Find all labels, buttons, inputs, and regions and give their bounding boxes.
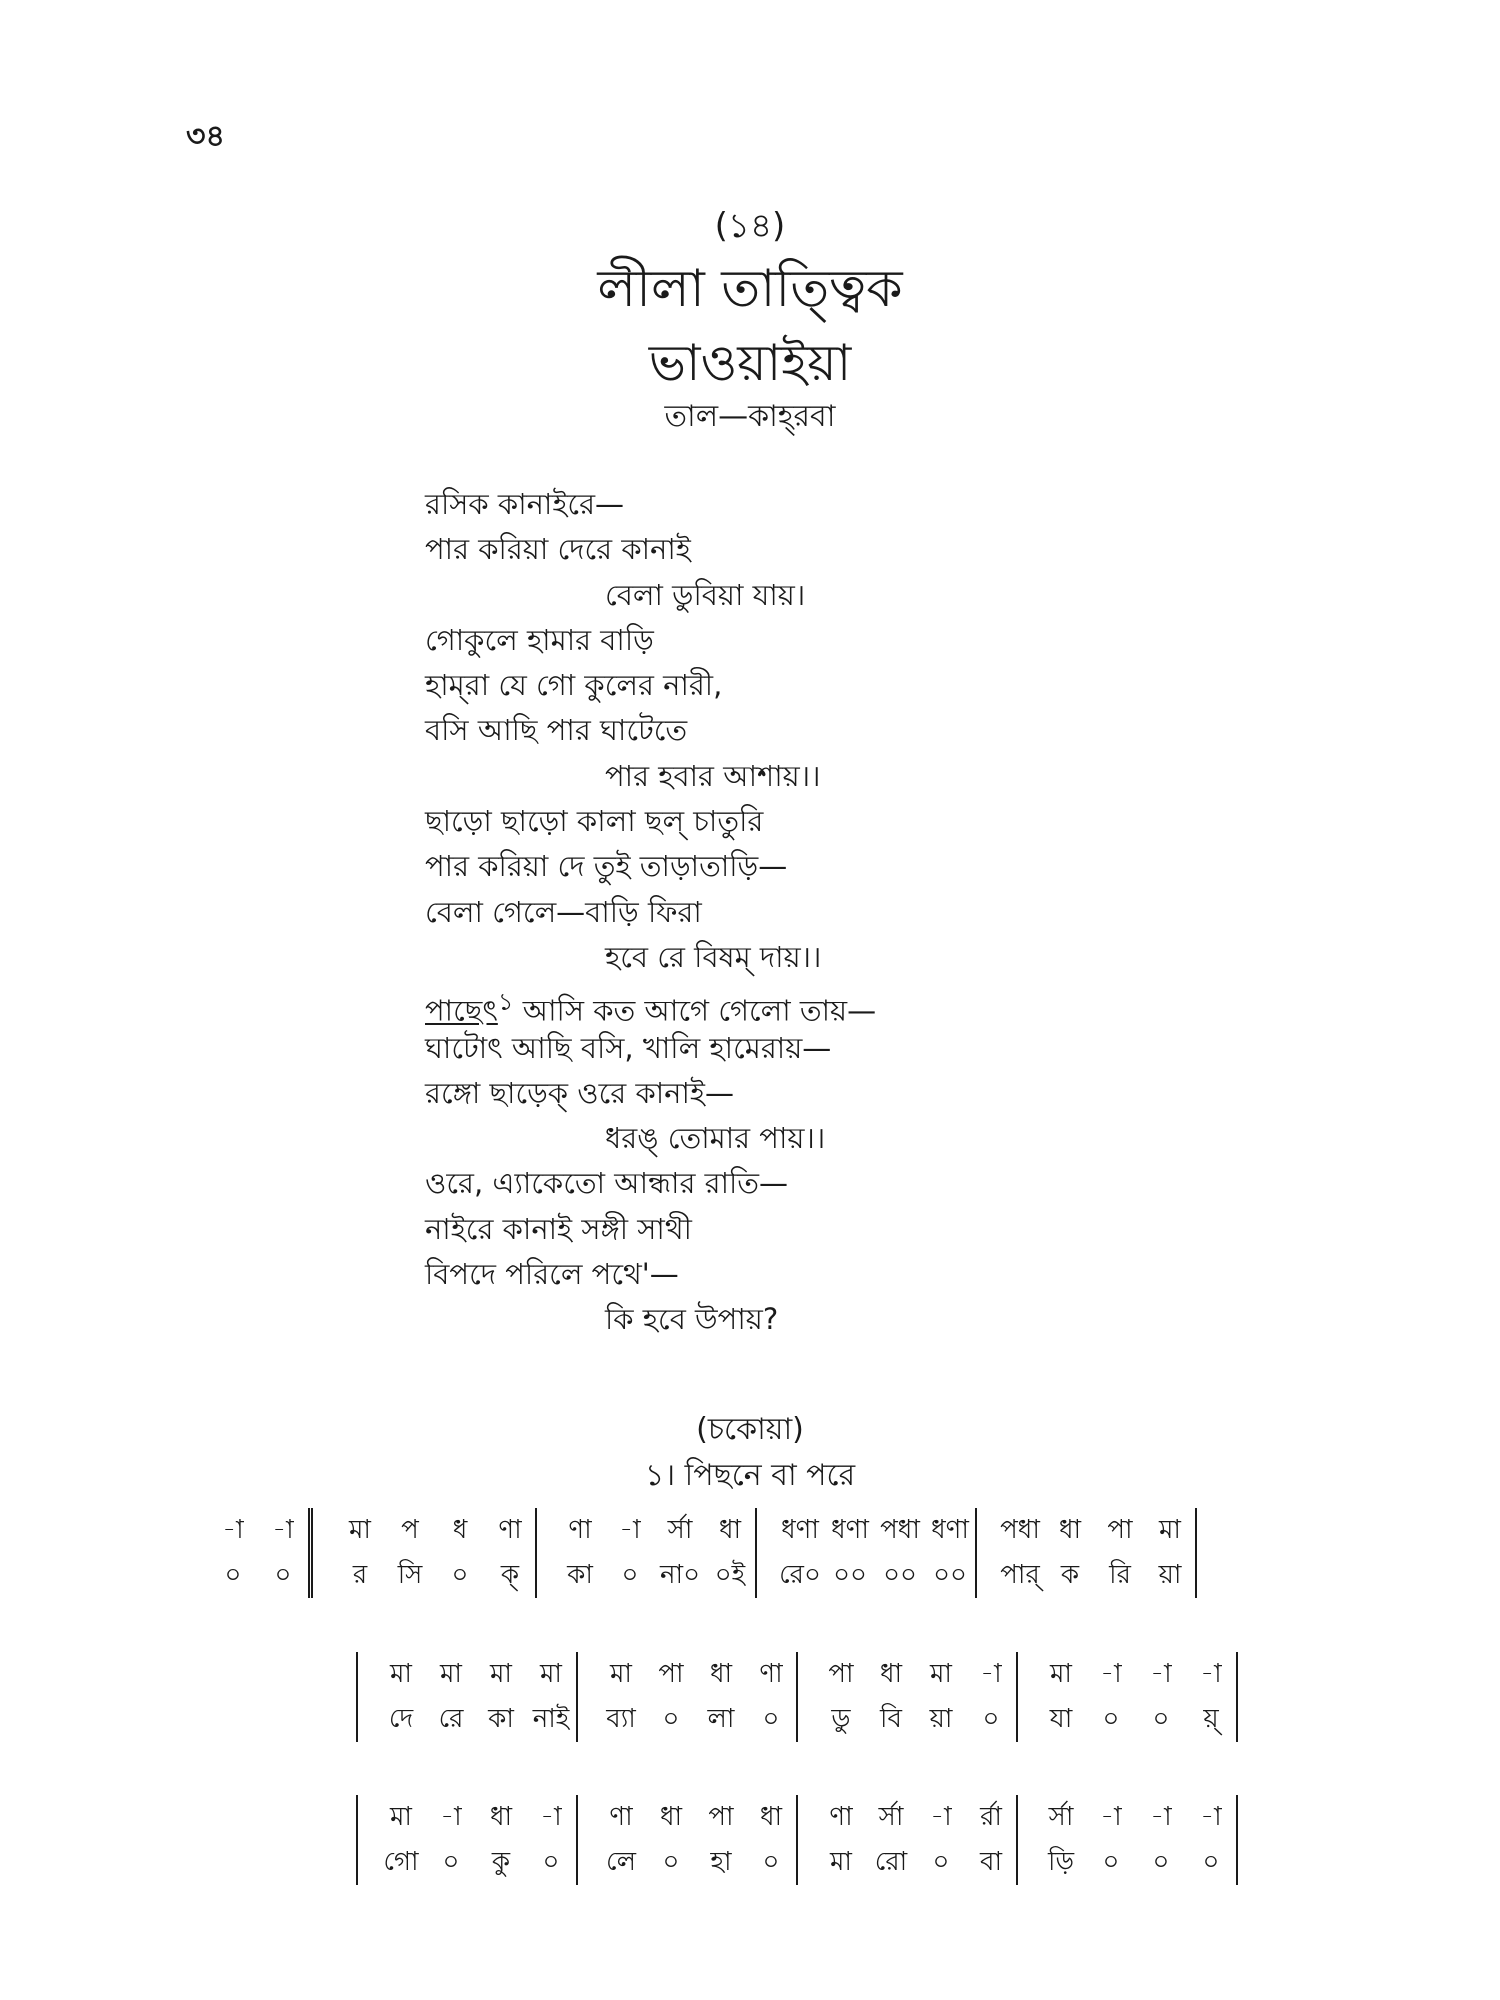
bar-line: [357, 1652, 376, 1697]
notation-swara-cell: র্সা: [1048, 1801, 1074, 1832]
page-number: ৩৪: [186, 119, 225, 154]
bar-line: [577, 1697, 596, 1742]
notation-swara-cell: পা: [828, 1658, 854, 1689]
notation-lyric-cell: পার্‌: [1000, 1559, 1040, 1590]
notation-lyric-cell: সি: [397, 1559, 423, 1590]
notation-swara-cell: মা: [540, 1658, 562, 1689]
notation-swara-cell: -া: [1100, 1658, 1122, 1689]
bar-line: [1017, 1652, 1036, 1697]
notation-swara-cell: ধা: [718, 1514, 742, 1545]
notation-swara-cell: ণা: [568, 1514, 592, 1545]
lyric-line: পার করিয়া দেরে কানাই: [425, 532, 691, 567]
notation-swara-cell: -া: [980, 1658, 1002, 1689]
notation-swara-cell: -া: [1100, 1801, 1122, 1832]
notation-lyric-cell: বা: [979, 1846, 1002, 1877]
notation-row-1: [208, 1508, 1215, 1598]
bar-line: [797, 1697, 816, 1742]
notation-lyric-cell: ০: [1152, 1846, 1170, 1877]
notation-swara-cell: -া: [1150, 1801, 1172, 1832]
bar-line: [1017, 1697, 1036, 1742]
notation-lyric-line: [357, 1697, 1256, 1742]
lyric-line: ছাড়ো ছাড়ো কালা ছল্‌ চাতুরি: [425, 804, 764, 839]
lyric-line: রসিক কানাইরে—: [425, 487, 625, 521]
notation-lyric-cell: না০: [660, 1559, 700, 1590]
notation-lyric-cell: ০০: [883, 1559, 917, 1590]
lyric-line: গোকুলে হামার বাড়ি: [425, 622, 654, 657]
notation-lyric-cell: ০০: [933, 1559, 967, 1590]
notation-swara-cell: পা: [658, 1658, 684, 1689]
notation-lyric-cell: ০: [621, 1559, 639, 1590]
bar-line: [1196, 1553, 1215, 1598]
notation-lead-cell: ০: [274, 1559, 292, 1590]
notation-lyric-cell: ড়ি: [1048, 1846, 1074, 1877]
notation-swara-cell: ণা: [609, 1801, 633, 1832]
bar-line: [797, 1652, 816, 1697]
notation-row-2: [356, 1652, 1256, 1742]
notation-swara-line: [208, 1508, 1215, 1553]
notation-swara-cell: ধা: [1058, 1514, 1082, 1545]
lyric-line: পার করিয়া দে তুই তাড়াতাড়ি—: [425, 849, 788, 884]
lyric-line: বিপদে পরিলে পথে'—: [425, 1257, 679, 1292]
notation-swara-cell: পা: [708, 1801, 734, 1832]
notation-swara-line: [357, 1795, 1256, 1840]
bar-line: [536, 1508, 555, 1553]
bar-line: [357, 1697, 376, 1742]
section-title: (চকোয়া): [696, 1412, 804, 1447]
bar-line: [357, 1795, 376, 1840]
lyric-line: রঙ্গো ছাড়েক্‌ ওরে কানাই—: [425, 1075, 734, 1110]
notation-lyric-line: [208, 1553, 1215, 1598]
notation-swara-cell: -া: [619, 1514, 641, 1545]
notation-lyric-cell: ০: [1152, 1703, 1170, 1734]
notation-swara-cell: ধা: [489, 1801, 513, 1832]
lyric-line: বেলা ডুবিয়া যায়।: [605, 577, 806, 612]
lyric-line: ওরে, এ্যাকেতো আন্ধার রাতি—: [425, 1166, 789, 1201]
notation-lyric-cell: গো: [383, 1846, 419, 1877]
bar-line: [577, 1840, 596, 1885]
notation-lyric-cell: ০ই: [714, 1559, 746, 1590]
notation-lyric-cell: কু: [491, 1846, 511, 1877]
bar-line: [1196, 1508, 1215, 1553]
notation-swara-cell: পা: [1107, 1514, 1133, 1545]
notation-lyric-cell: ০: [982, 1703, 1000, 1734]
notation-swara-cell: প: [401, 1514, 419, 1545]
lyric-line: নাইরে কানাই সঙ্গী সাথী: [425, 1211, 692, 1246]
notation-lyric-cell: ০: [451, 1559, 469, 1590]
bar-line: [357, 1840, 376, 1885]
notation-swara-cell: মা: [349, 1514, 371, 1545]
notation-lyric-cell: হা: [710, 1846, 732, 1877]
notation-lyric-cell: রে০: [779, 1559, 821, 1590]
notation-swara-line: [357, 1652, 1256, 1697]
notation-swara-cell: মা: [440, 1658, 462, 1689]
tala-label: তাল—কাহ্‌রবা: [664, 399, 836, 434]
lyric-line: হাম্‌রা যে গো কুলের নারী,: [425, 668, 723, 703]
lyric-line: পার হবার আশায়।।: [605, 758, 821, 793]
notation-swara-cell: মা: [1159, 1514, 1181, 1545]
notation-lyric-line: [357, 1840, 1256, 1885]
song-genre: ভাওয়াইয়া: [648, 334, 852, 392]
bar-line: [311, 1553, 336, 1598]
notation-swara-cell: -া: [1200, 1801, 1222, 1832]
notation-swara-cell: মা: [390, 1658, 412, 1689]
notation-swara-cell: ণা: [759, 1658, 783, 1689]
bar-line: [797, 1795, 816, 1840]
bar-line: [1237, 1652, 1256, 1697]
notation-lyric-cell: ক: [1060, 1559, 1080, 1590]
lyric-underlined-word: পাছেৎ: [425, 993, 498, 1028]
notation-swara-cell: পধা: [1000, 1514, 1040, 1545]
notation-swara-cell: ধণা: [831, 1514, 869, 1545]
lyric-line: বসি আছি পার ঘাটেতে: [425, 713, 688, 748]
notation-lyric-cell: রে: [438, 1703, 464, 1734]
notation-swara-cell: ধণা: [781, 1514, 819, 1545]
notation-lyric-cell: র: [352, 1559, 368, 1590]
notation-lead-cell: ০: [224, 1559, 242, 1590]
notation-swara-cell: র্সা: [667, 1514, 693, 1545]
notation-lyric-cell: নাই: [532, 1703, 570, 1734]
notation-lyric-cell: ব্যা: [606, 1703, 636, 1734]
notation-swara-cell: মা: [1050, 1658, 1072, 1689]
notation-swara-cell: মা: [490, 1658, 512, 1689]
notation-lyric-cell: ০: [1102, 1703, 1120, 1734]
notation-lyric-cell: ০: [762, 1846, 780, 1877]
bar-line: [976, 1553, 995, 1598]
notation-swara-cell: র্সা: [878, 1801, 904, 1832]
notation-lyric-cell: কা: [488, 1703, 514, 1734]
lyric-line: হবে রে বিষম্‌ দায়।।: [605, 939, 822, 974]
bar-line: [577, 1652, 596, 1697]
lyric-line: কি হবে উপায়?: [605, 1302, 779, 1337]
bar-line: [797, 1840, 816, 1885]
notation-swara-cell: র্রা: [980, 1801, 1002, 1832]
notation-swara-cell: -া: [930, 1801, 952, 1832]
notation-swara-cell: পধা: [880, 1514, 920, 1545]
notation-lead-cell: -া: [272, 1514, 294, 1545]
lyric-line: ঘাটোৎ আছি বসি, খালি হামেরায়—: [425, 1030, 832, 1065]
subsection-title: ১। পিছনে বা পরে: [644, 1458, 856, 1493]
notation-lyric-cell: বি: [880, 1703, 902, 1734]
notation-lyric-cell: য়া: [929, 1703, 953, 1734]
notation-lyric-cell: রো: [874, 1846, 908, 1877]
notation-lyric-cell: য়্‌: [1203, 1703, 1219, 1734]
lyric-line: পাছেৎ$^১$ আসি কত আগে গেলো তায়—: [425, 988, 877, 1028]
notation-lyric-cell: ০: [762, 1703, 780, 1734]
bar-line: [1237, 1840, 1256, 1885]
song-title: লীলা তাত্ত্বিক: [597, 259, 903, 319]
notation-swara-cell: মা: [930, 1658, 952, 1689]
song-number: (১৪): [714, 206, 786, 246]
notation-swara-cell: -া: [440, 1801, 462, 1832]
notation-lyric-cell: ০: [442, 1846, 460, 1877]
bar-line: [1237, 1697, 1256, 1742]
notation-lyric-cell: লা: [707, 1703, 735, 1734]
notation-lyric-cell: রি: [1109, 1559, 1131, 1590]
lyrics-block: [425, 482, 1325, 1343]
notation-swara-cell: ধা: [759, 1801, 783, 1832]
notation-lyric-cell: ক্‌: [500, 1559, 520, 1590]
notation-swara-cell: ধ: [452, 1514, 468, 1545]
notation-swara-cell: ধা: [709, 1658, 733, 1689]
notation-lyric-cell: ডু: [831, 1703, 851, 1734]
bar-line: [756, 1508, 775, 1553]
notation-row-3: [356, 1795, 1256, 1885]
notation-lyric-cell: যা: [1049, 1703, 1073, 1734]
notation-lyric-cell: কা: [567, 1559, 593, 1590]
bar-line: [1017, 1795, 1036, 1840]
notation-lead-cell: -া: [222, 1514, 244, 1545]
lyric-line-text: আসি কত আগে গেলো তায়—: [522, 993, 877, 1028]
notation-lyric-cell: য়া: [1158, 1559, 1182, 1590]
bar-line: [577, 1795, 596, 1840]
notation-lyric-cell: দে: [388, 1703, 414, 1734]
bar-line: [311, 1508, 336, 1553]
lyric-line: ধরঙ্‌ তোমার পায়।।: [605, 1121, 826, 1156]
lyric-line: বেলা গেলে—বাড়ি ফিরা: [425, 894, 702, 929]
notation-lyric-cell: লে: [606, 1846, 636, 1877]
notation-swara-cell: -া: [1150, 1658, 1172, 1689]
notation-swara-cell: ণা: [498, 1514, 522, 1545]
notation-lyric-cell: ০: [662, 1846, 680, 1877]
notation-lyric-cell: ০০: [833, 1559, 867, 1590]
notation-swara-cell: ণা: [829, 1801, 853, 1832]
notation-lyric-cell: মা: [830, 1846, 852, 1877]
notation-swara-cell: ধণা: [931, 1514, 969, 1545]
notation-lyric-cell: ০: [1102, 1846, 1120, 1877]
notation-lyric-cell: ০: [932, 1846, 950, 1877]
notation-swara-cell: ধা: [659, 1801, 683, 1832]
notation-swara-cell: -া: [1200, 1658, 1222, 1689]
bar-line: [1017, 1840, 1036, 1885]
bar-line: [536, 1553, 555, 1598]
bar-line: [976, 1508, 995, 1553]
notation-swara-cell: মা: [610, 1658, 632, 1689]
notation-lyric-cell: ০: [542, 1846, 560, 1877]
bar-line: [1237, 1795, 1256, 1840]
notation-swara-cell: ধা: [879, 1658, 903, 1689]
notation-lyric-cell: ০: [662, 1703, 680, 1734]
notation-lyric-cell: ০: [1202, 1846, 1220, 1877]
notation-swara-cell: মা: [390, 1801, 412, 1832]
bar-line: [756, 1553, 775, 1598]
notation-swara-cell: -া: [540, 1801, 562, 1832]
